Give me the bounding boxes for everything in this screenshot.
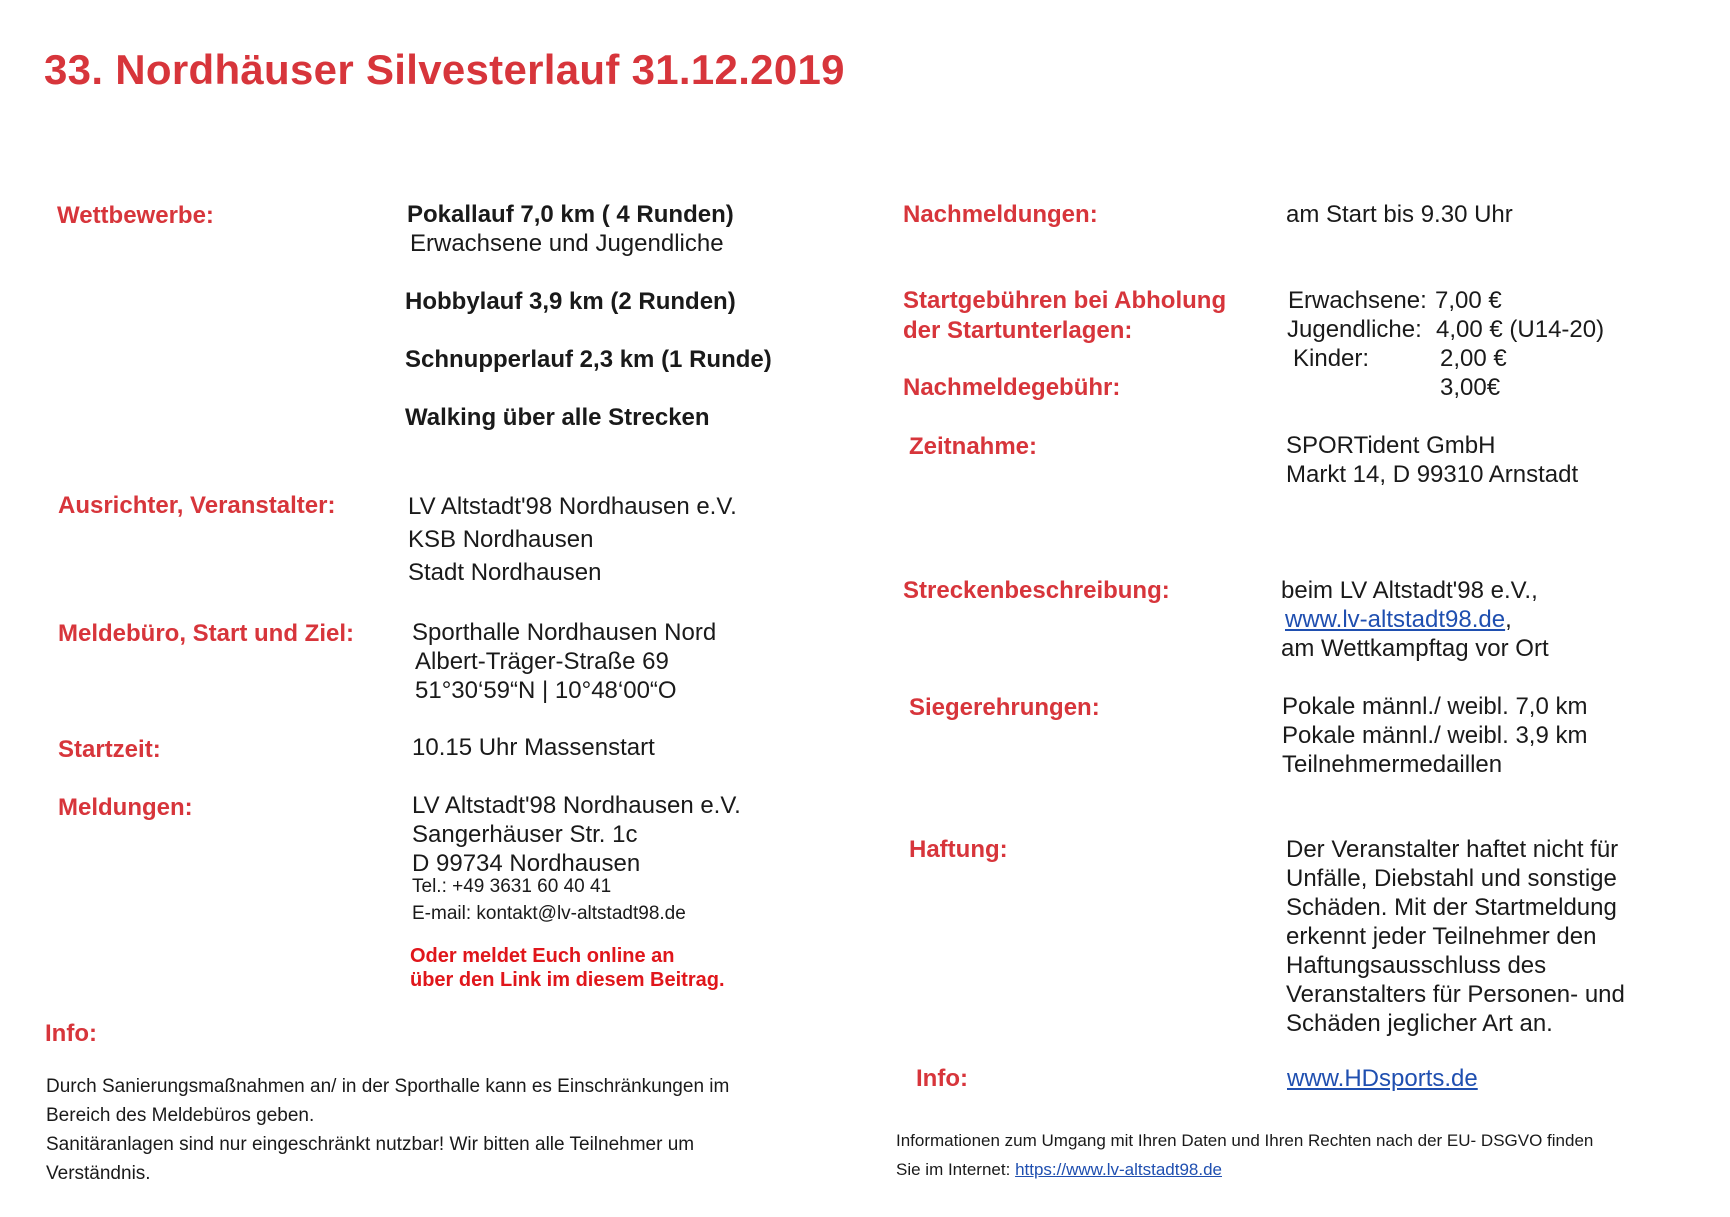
startgebuehren-label-line: der Startunterlagen: xyxy=(903,317,1133,344)
startzeit-label: Startzeit: xyxy=(58,736,161,763)
hobbylauf: Hobbylauf 3,9 km (2 Runden) xyxy=(405,288,736,315)
jugendliche-value: 4,00 € (U14-20) xyxy=(1436,316,1605,343)
online-line: über den Link im diesem Beitrag. xyxy=(410,969,725,991)
ausrichter-line: Stadt Nordhausen xyxy=(408,559,602,586)
meldungen-values xyxy=(412,791,741,878)
nachmeldungen-value: am Start bis 9.30 Uhr xyxy=(1286,201,1513,228)
info-right-label: Info: xyxy=(916,1065,968,1092)
schnupperlauf: Schnupperlauf 2,3 km (1 Runde) xyxy=(405,346,772,373)
strecken-line: beim LV Altstadt'98 e.V., xyxy=(1281,577,1538,604)
siegerehrungen-line: Pokale männl./ weibl. 3,9 km xyxy=(1282,722,1588,749)
strecken-values xyxy=(1281,576,1549,663)
online-line: Oder meldet Euch online an xyxy=(410,945,675,967)
footer-prefix: Sie im Internet: xyxy=(896,1160,1016,1179)
pokallauf: Pokallauf 7,0 km ( 4 Runden) xyxy=(407,201,734,228)
meldungen-contact xyxy=(412,873,686,927)
haftung-line: Schäden. Mit der Startmeldung xyxy=(1286,894,1617,921)
ausrichter-line: LV Altstadt'98 Nordhausen e.V. xyxy=(408,493,737,520)
online-registration-note xyxy=(410,944,725,992)
strecken-link[interactable]: www.lv-altstadt98.de xyxy=(1285,606,1506,633)
page-title: 33. Nordhäuser Silvesterlauf 31.12.2019 xyxy=(44,46,845,93)
pokallauf-sub: Erwachsene und Jugendliche xyxy=(410,230,724,257)
jugendliche-label: Jugendliche: xyxy=(1287,316,1422,343)
hdsports-link[interactable]: www.HDsports.de xyxy=(1287,1065,1478,1092)
kinder-label: Kinder: xyxy=(1293,345,1370,372)
haftung-line: Schäden jeglicher Art an. xyxy=(1286,1010,1553,1037)
zeitnahme-label: Zeitnahme: xyxy=(909,433,1038,460)
erwachsene-value: 7,00 € xyxy=(1435,287,1502,314)
footer-link[interactable]: https://www.lv-altstadt98.de xyxy=(1015,1160,1222,1179)
ausrichter-line: KSB Nordhausen xyxy=(408,526,594,553)
meldungen-email: E-mail: kontakt@lv-altstadt98.de xyxy=(412,903,686,924)
meldungen-label: Meldungen: xyxy=(58,794,193,821)
meldebuero-line: Sporthalle Nordhausen Nord xyxy=(412,619,717,646)
haftung-line: Unfälle, Diebstahl und sonstige xyxy=(1286,865,1617,892)
info-line: Bereich des Meldebüros geben. xyxy=(46,1105,315,1126)
siegerehrungen-line: Pokale männl./ weibl. 7,0 km xyxy=(1282,693,1588,720)
meldebuero-label: Meldebüro, Start und Ziel: xyxy=(58,620,355,647)
nachmeldungen-label: Nachmeldungen: xyxy=(903,201,1098,228)
haftung-line: erkennt jeder Teilnehmer den xyxy=(1286,923,1597,950)
walking: Walking über alle Strecken xyxy=(405,404,710,431)
nachmeldegebuehr-value: 3,00€ xyxy=(1440,374,1501,401)
startzeit-value: 10.15 Uhr Massenstart xyxy=(412,734,655,761)
erwachsene-label: Erwachsene: xyxy=(1288,287,1427,314)
haftung-label: Haftung: xyxy=(909,836,1008,863)
zeitnahme-line: SPORTident GmbH xyxy=(1286,432,1496,459)
info-line: Verständnis. xyxy=(46,1163,151,1184)
footer-privacy xyxy=(896,1126,1593,1184)
startgebuehren-label xyxy=(903,286,1226,346)
footer-line-2 xyxy=(896,1155,1593,1184)
strecken-label: Streckenbeschreibung: xyxy=(903,577,1170,604)
startgebuehren-label-line: Startgebühren bei Abholung xyxy=(903,287,1227,314)
siegerehrungen-line: Teilnehmermedaillen xyxy=(1282,751,1503,778)
meldebuero-line: 51°30‘59“N | 10°48‘00“O xyxy=(415,677,677,704)
footer-line: Informationen zum Umgang mit Ihren Daten und Ihren Rechten nach der EU- DSGVO finden xyxy=(896,1131,1594,1150)
haftung-text xyxy=(1286,835,1625,1038)
zeitnahme-line: Markt 14, D 99310 Arnstadt xyxy=(1286,461,1579,488)
zeitnahme-values xyxy=(1286,431,1578,489)
ausrichter-values xyxy=(408,490,737,589)
info-line: Durch Sanierungsmaßnahmen an/ in der Sporthalle kann es Einschränkungen im xyxy=(46,1076,730,1097)
wettbewerbe-label-text: Wettbewerbe: xyxy=(57,202,214,229)
meldungen-tel: Tel.: +49 3631 60 40 41 xyxy=(412,876,612,897)
strecken-line: am Wettkampftag vor Ort xyxy=(1281,635,1549,662)
strecken-link-suffix: , xyxy=(1505,606,1512,633)
haftung-line: Veranstalters für Personen- und xyxy=(1286,981,1625,1008)
siegerehrungen-label: Siegerehrungen: xyxy=(909,694,1100,721)
meldebuero-line: Albert-Träger-Straße 69 xyxy=(415,648,669,675)
wettbewerbe-label xyxy=(57,202,214,230)
meldungen-line: Sangerhäuser Str. 1c xyxy=(412,821,638,848)
info-line: Sanitäranlagen sind nur eingeschränkt nutzbar! Wir bitten alle Teilnehmer um xyxy=(46,1134,695,1155)
nachmeldegebuehr-label: Nachmeldegebühr: xyxy=(903,374,1121,401)
strecken-link-line xyxy=(1281,605,1549,634)
meldungen-line: D 99734 Nordhausen xyxy=(412,850,641,877)
meldungen-line: LV Altstadt'98 Nordhausen e.V. xyxy=(412,792,741,819)
info-left-label: Info: xyxy=(45,1020,97,1047)
ausrichter-label: Ausrichter, Veranstalter: xyxy=(58,492,336,519)
kinder-value: 2,00 € xyxy=(1440,345,1507,372)
info-left-text xyxy=(46,1072,729,1188)
meldebuero-values xyxy=(412,618,716,705)
siegerehrungen-values xyxy=(1282,692,1587,779)
haftung-line: Haftungsausschluss des xyxy=(1286,952,1547,979)
haftung-line: Der Veranstalter haftet nicht für xyxy=(1286,836,1619,863)
